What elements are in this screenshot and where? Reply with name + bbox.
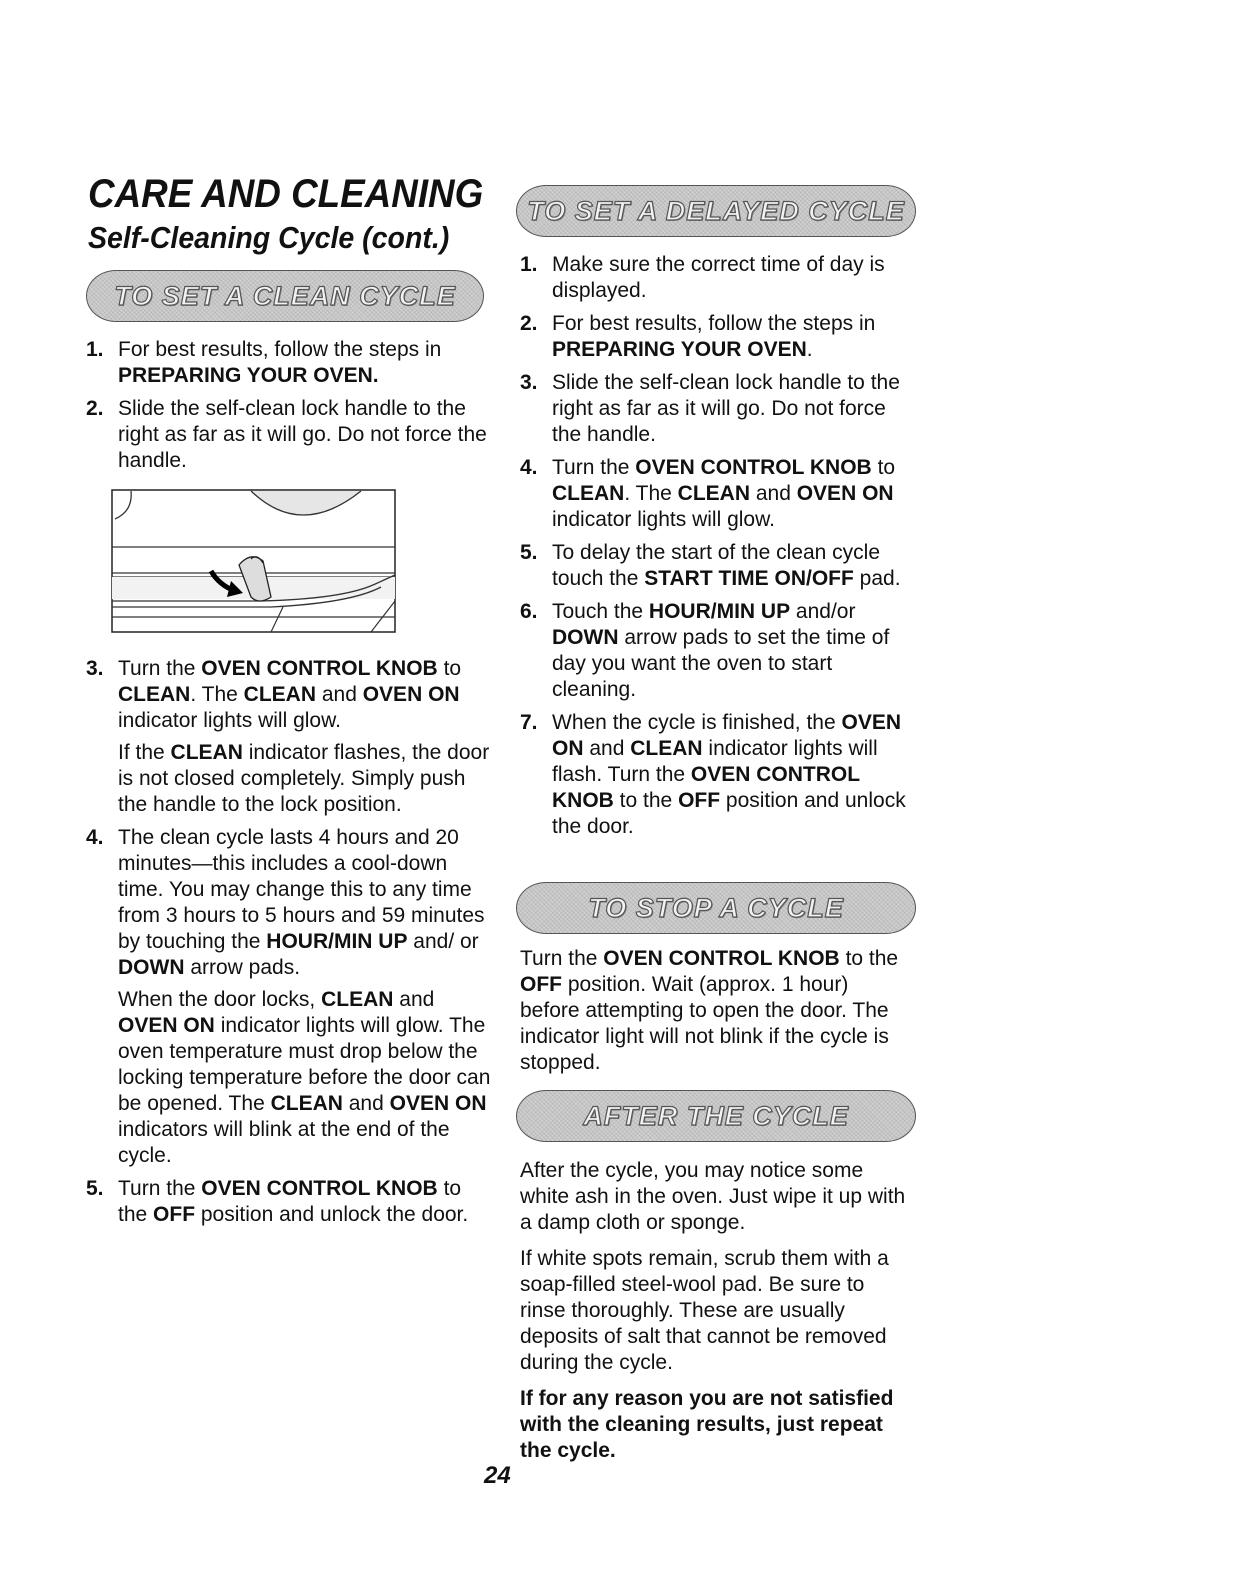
step-bold-text: PREPARING YOUR OVEN: [552, 338, 807, 361]
step-text: [118, 397, 487, 472]
step-bold-text: OVEN CONTROL KNOB: [201, 1177, 438, 1200]
page-title: CARE AND CLEANING: [88, 172, 484, 216]
stop-cycle-banner-text: TO STOP A CYCLE: [588, 892, 844, 923]
step-number: 7.: [520, 711, 538, 734]
step-item: [520, 710, 920, 840]
step-text: [552, 541, 901, 590]
step-bold-text: DOWN: [118, 956, 185, 979]
delayed-cycle-steps: [520, 252, 920, 840]
step-text: For best results, follow the steps in: [118, 338, 442, 361]
note-bold-text: CLEAN: [270, 1092, 343, 1115]
paragraph-text: After the cycle, you may notice some white ash in the oven. Just wipe it up with a damp cloth or sponge.: [520, 1159, 906, 1234]
after-cycle-section: [520, 1158, 910, 1474]
step-bold-text: OFF: [678, 789, 721, 812]
step-text: [118, 1177, 468, 1226]
step-text: . The: [190, 683, 244, 706]
step-number: 4.: [520, 456, 538, 479]
step-number: 1.: [86, 338, 104, 361]
clean-cycle-steps: [86, 337, 496, 1228]
step-bold-text: CLEAN: [630, 737, 703, 760]
step-text: [552, 600, 889, 701]
step-text: to: [437, 657, 462, 680]
paragraph-text: Turn the: [520, 947, 604, 970]
paragraph-text: If white spots remain, scrub them with a soap-filled steel-wool pad. Be sure to rinse thoroughly. These are usually deposits of salt that cannot be removed during the cycle.: [520, 1247, 889, 1374]
step-text: Turn the: [552, 456, 636, 479]
step-text: to: [871, 456, 896, 479]
step-bold-text: OVEN ON: [796, 482, 894, 505]
step-text: Touch the: [552, 600, 649, 623]
paragraph: [520, 1158, 910, 1236]
step-text: position and unlock the door.: [552, 789, 906, 838]
step-item: [86, 337, 496, 389]
step-bold-text: DOWN: [552, 626, 619, 649]
step-text: indicator lights will glow.: [118, 709, 341, 732]
step-text: [552, 371, 900, 446]
step-text: Turn the: [118, 657, 202, 680]
step-item: [520, 540, 920, 592]
step-bold-text: PREPARING YOUR OVEN.: [118, 364, 379, 387]
step-number: 4.: [86, 826, 104, 849]
step-item: [520, 599, 920, 703]
step-item: [520, 455, 920, 533]
stop-cycle-section: [520, 946, 910, 1086]
step-text: [552, 456, 895, 531]
clean-cycle-banner: [86, 270, 484, 322]
note-bold-text: OVEN ON: [118, 1014, 215, 1037]
step-text: and: [316, 683, 363, 706]
step-note: [118, 740, 496, 818]
step-bold-text: OVEN ON: [552, 711, 901, 760]
after-cycle-paragraphs: [520, 1158, 910, 1464]
after-cycle-banner-text: AFTER THE CYCLE: [583, 1100, 849, 1131]
step-text: Slide the self-clean lock handle to the right as far as it will go. Do not force the handle.: [118, 397, 487, 472]
step-bold-text: HOUR/MIN UP: [266, 930, 408, 953]
step-text: For best results, follow the steps in: [552, 312, 876, 335]
step-text: position and unlock the door.: [195, 1203, 469, 1226]
paragraph-text: to the: [839, 947, 899, 970]
note-text: When the door locks,: [118, 988, 322, 1011]
step-item: [86, 1176, 496, 1228]
paragraph-bold-text: OVEN CONTROL KNOB: [603, 947, 840, 970]
step-number: 3.: [86, 657, 104, 680]
step-number: 5.: [86, 1177, 104, 1200]
step-bold-text: HOUR/MIN UP: [648, 600, 791, 623]
paragraph: [520, 1246, 910, 1376]
step-bold-text: OVEN CONTROL KNOB: [552, 763, 860, 812]
delayed-cycle-banner-text: TO SET A DELAYED CYCLE: [527, 195, 905, 226]
step-text: When the cycle is finished, the: [552, 711, 842, 734]
clean-cycle-banner-text: TO SET A CLEAN CYCLE: [114, 280, 456, 311]
step-text: .: [806, 338, 813, 361]
step-text: and/ or: [407, 930, 479, 953]
paragraph-bold-text: OFF: [520, 973, 562, 996]
paragraph: [520, 1386, 910, 1464]
step-bold-text: OVEN ON: [362, 683, 460, 706]
step-item: [86, 656, 496, 818]
page-subtitle: Self-Cleaning Cycle (cont.): [88, 220, 450, 255]
step-text: Slide the self-clean lock handle to the right as far as it will go. Do not force the handle.: [552, 371, 900, 446]
step-text: . The: [624, 482, 678, 505]
step-number: 2.: [86, 397, 104, 420]
step-text: The clean cycle lasts 4 hours and 20 minutes—this includes a cool-down time. You may change this to any time from 3 hours to 5 hours and 59 minutes by touching the: [118, 826, 485, 953]
step-text: [552, 711, 906, 838]
step-number: 5.: [520, 541, 538, 564]
paragraph: [520, 946, 910, 1076]
step-text: to the: [613, 789, 679, 812]
note-text: and: [393, 988, 435, 1011]
note-text: indicator flashes, the door is not closed completely. Simply push the handle to the lock position.: [118, 741, 490, 816]
step-text: [552, 312, 875, 361]
after-cycle-banner: [516, 1090, 916, 1142]
step-number: 1.: [520, 253, 538, 276]
note-bold-text: OVEN ON: [389, 1092, 487, 1115]
step-bold-text: OFF: [153, 1203, 196, 1226]
step-bold-text: START TIME ON/OFF: [644, 567, 854, 590]
step-text: and: [750, 482, 797, 505]
step-text: indicator lights will glow.: [552, 508, 775, 531]
step-text: [118, 826, 485, 979]
step-text: indicator lights will flash. Turn the: [552, 737, 878, 786]
note-text: indicators will blink at the end of the cycle.: [118, 1118, 450, 1167]
step-note: [118, 987, 496, 1169]
step-text: pad.: [853, 567, 901, 590]
step-bold-text: OVEN CONTROL KNOB: [201, 657, 438, 680]
lock-handle-illustration: [111, 489, 396, 633]
step-number: 3.: [520, 371, 538, 394]
step-text: [118, 657, 461, 732]
step-item: [86, 825, 496, 1169]
step-item: [520, 311, 920, 363]
step-bold-text: CLEAN: [677, 482, 750, 505]
note-text: If the: [118, 741, 171, 764]
page-number: 24: [484, 1462, 511, 1489]
clean-cycle-section: [86, 337, 496, 1235]
stop-cycle-banner: [516, 882, 916, 934]
step-number: 2.: [520, 312, 538, 335]
step-text: and: [583, 737, 631, 760]
step-item: [520, 252, 920, 304]
stop-cycle-paragraphs: [520, 946, 910, 1076]
step-text: [552, 253, 885, 302]
paragraph-text: position. Wait (approx. 1 hour) before attempting to open the door. The indicator light will not blink if the cycle is stopped.: [520, 973, 889, 1074]
step-text: [118, 338, 441, 387]
step-bold-text: CLEAN: [118, 683, 191, 706]
step-text: To delay the start of the clean cycle touch the: [552, 541, 881, 590]
step-item: [520, 370, 920, 448]
step-text: to the: [118, 1177, 462, 1226]
step-text: Make sure the correct time of day is displayed.: [552, 253, 885, 302]
note-text: indicator lights will glow. The oven temperature must drop below the locking temperature before the door can be opened. The: [118, 1014, 491, 1115]
step-text: and/or: [790, 600, 856, 623]
delayed-cycle-section: [520, 252, 920, 847]
note-text: and: [342, 1092, 390, 1115]
note-bold-text: CLEAN: [321, 988, 394, 1011]
step-number: 6.: [520, 600, 538, 623]
step-bold-text: CLEAN: [243, 683, 316, 706]
note-bold-text: CLEAN: [170, 741, 243, 764]
delayed-cycle-banner: [516, 185, 916, 237]
step-item: [86, 396, 496, 474]
step-text: arrow pads.: [184, 956, 301, 979]
step-text: Turn the: [118, 1177, 202, 1200]
step-bold-text: CLEAN: [552, 482, 625, 505]
step-bold-text: OVEN CONTROL KNOB: [635, 456, 872, 479]
paragraph-bold-text: If for any reason you are not satisfied with the cleaning results, just repeat the cycle.: [520, 1387, 894, 1462]
step-text: arrow pads to set the time of day you want the oven to start cleaning.: [552, 626, 890, 701]
